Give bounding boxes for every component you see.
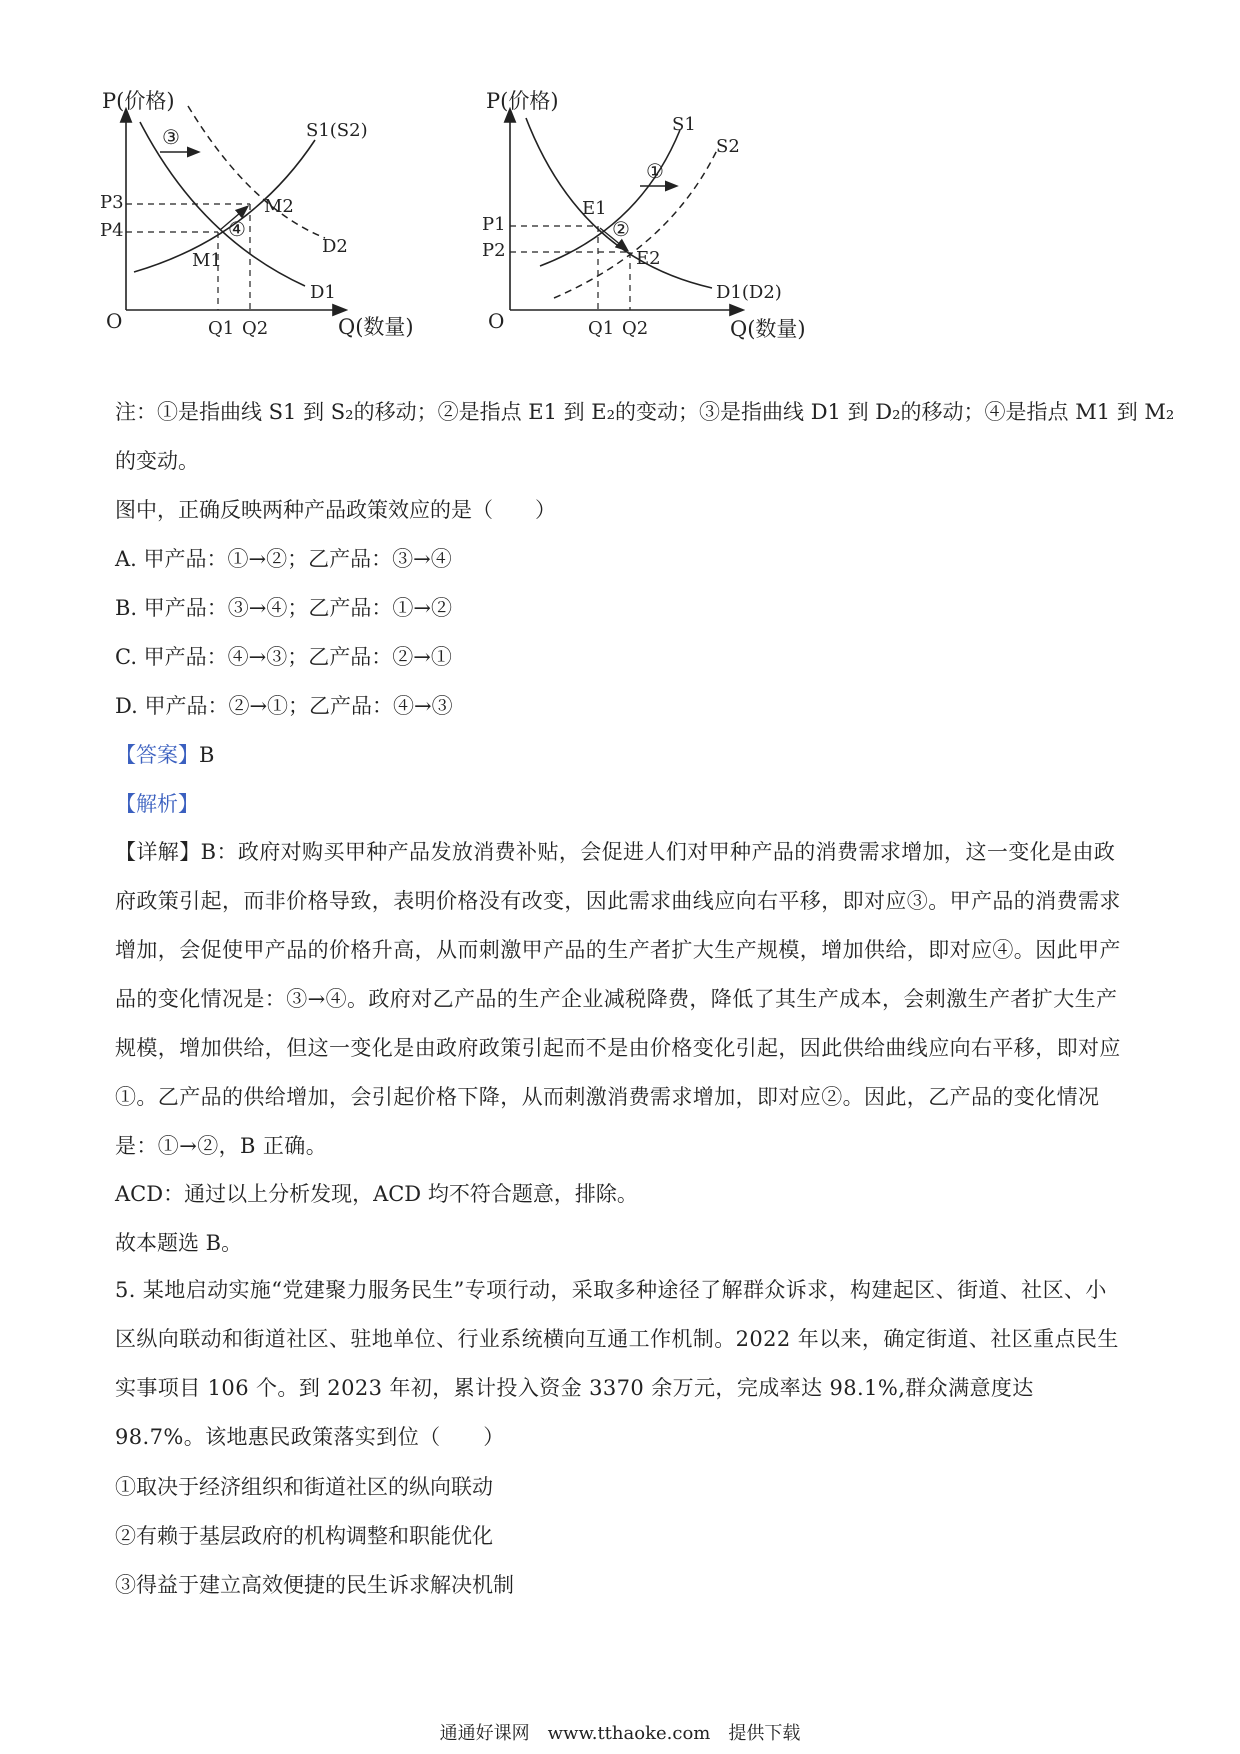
- tick-q1: Q1: [208, 318, 235, 339]
- label-m2: M2: [264, 196, 294, 217]
- supply-demand-graphs: [100, 88, 860, 388]
- analysis-label: 【解析】: [115, 792, 199, 816]
- tick-p3: P3: [100, 192, 124, 213]
- acd-explanation: ACD：通过以上分析发现，ACD 均不符合题意，排除。: [115, 1182, 638, 1206]
- marker-4: ④: [228, 217, 246, 241]
- note-line-2: 的变动。: [115, 449, 199, 473]
- label-d1d2: D1(D2): [716, 282, 782, 303]
- label-d1: D1: [310, 282, 336, 303]
- origin-label: O: [106, 309, 123, 333]
- q5-statement-1: ①取决于经济组织和街道社区的纵向联动: [115, 1475, 493, 1499]
- label-s2: S2: [716, 136, 740, 157]
- x-axis-label: Q(数量): [730, 317, 806, 341]
- label-d2: D2: [322, 236, 348, 257]
- option-d: D. 甲产品：②→①；乙产品：④→③: [115, 694, 453, 718]
- left-graph: [100, 88, 480, 388]
- conclusion: 故本题选 B。: [115, 1231, 243, 1255]
- y-axis-label: P(价格): [102, 89, 175, 113]
- label-s1: S1: [672, 114, 696, 135]
- question-5-text: 5. 某地启动实施“党建聚力服务民生”专项行动，采取多种途径了解群众诉求，构建起区、街道、社区、小区纵向联动和街道社区、驻地单位、行业系统横向互通工作机制。2022 年以来，确定街道、社区重点民生实事项目 106 个。到 2023 年初，累计投入资金 3370 余万元，完成率达 98.1%,群众满意度达 98.7%。该地惠民政策落实到位（ ）: [115, 1278, 1119, 1449]
- tick-q2: Q2: [242, 318, 269, 339]
- label-m1: M1: [192, 250, 222, 271]
- x-axis-label: Q(数量): [338, 315, 414, 339]
- option-b: B. 甲产品：③→④；乙产品：①→②: [115, 596, 452, 620]
- detail-text: B：政府对购买甲种产品发放消费补贴，会促进人们对甲种产品的消费需求增加，这一变化是由政府政策引起，而非价格导致，表明价格没有改变，因此需求曲线应向右平移，即对应③。甲产品的消费需求增加，会促使甲产品的价格升高，从而刺激甲产品的生产者扩大生产规模，增加供给，即对应④。因此甲产品的变化情况是：③→④。政府对乙产品的生产企业减税降费，降低了其生产成本，会刺激生产者扩大生产规模，增加供给，但这一变化是由政府政策引起而不是由价格变化引起，因此供给曲线应向右平移，即对应①。乙产品的供给增加，会引起价格下降，从而刺激消费需求增加，即对应②。因此，乙产品的变化情况是：①→②，B 正确。: [115, 840, 1121, 1158]
- y-axis-label: P(价格): [486, 89, 559, 113]
- page-footer: 通通好课网 www.tthaoke.com 提供下载: [439, 1723, 801, 1744]
- label-e1: E1: [582, 198, 607, 219]
- tick-q1: Q1: [588, 318, 615, 339]
- detail-paragraph: [115, 828, 1125, 1171]
- analysis-heading: [115, 790, 1125, 818]
- q5-statement-2: ②有赖于基层政府的机构调整和职能优化: [115, 1524, 493, 1548]
- label-s1s2: S1(S2): [306, 120, 368, 141]
- tick-p4: P4: [100, 220, 124, 241]
- label-e2: E2: [636, 248, 661, 269]
- q5-statement-3: ③得益于建立高效便捷的民生诉求解决机制: [115, 1573, 514, 1597]
- tick-p1: P1: [482, 214, 506, 235]
- tick-q2: Q2: [622, 318, 649, 339]
- supply-curve-s1: [540, 130, 680, 266]
- option-c: C. 甲产品：④→③；乙产品：②→①: [115, 645, 452, 669]
- answer-value: B: [199, 743, 215, 767]
- answer-line: [115, 741, 1125, 769]
- note-line-1: 注：①是指曲线 S1 到 S₂的移动；②是指点 E1 到 E₂的变动；③是指曲线 D1 到 D₂的移动；④是指点 M1 到 M₂: [115, 400, 1175, 424]
- marker-3: ③: [162, 125, 180, 149]
- origin-label: O: [488, 309, 505, 333]
- option-a: A. 甲产品：①→②；乙产品：③→④: [115, 547, 452, 571]
- marker-1: ①: [646, 159, 664, 183]
- right-graph: [480, 88, 860, 388]
- tick-p2: P2: [482, 240, 506, 261]
- detail-label: 【详解】: [115, 840, 201, 864]
- answer-label: 【答案】: [115, 743, 199, 767]
- question-text: 图中，正确反映两种产品政策效应的是（ ）: [115, 498, 556, 522]
- supply-curve-s2: [554, 148, 718, 298]
- marker-2: ②: [612, 217, 630, 241]
